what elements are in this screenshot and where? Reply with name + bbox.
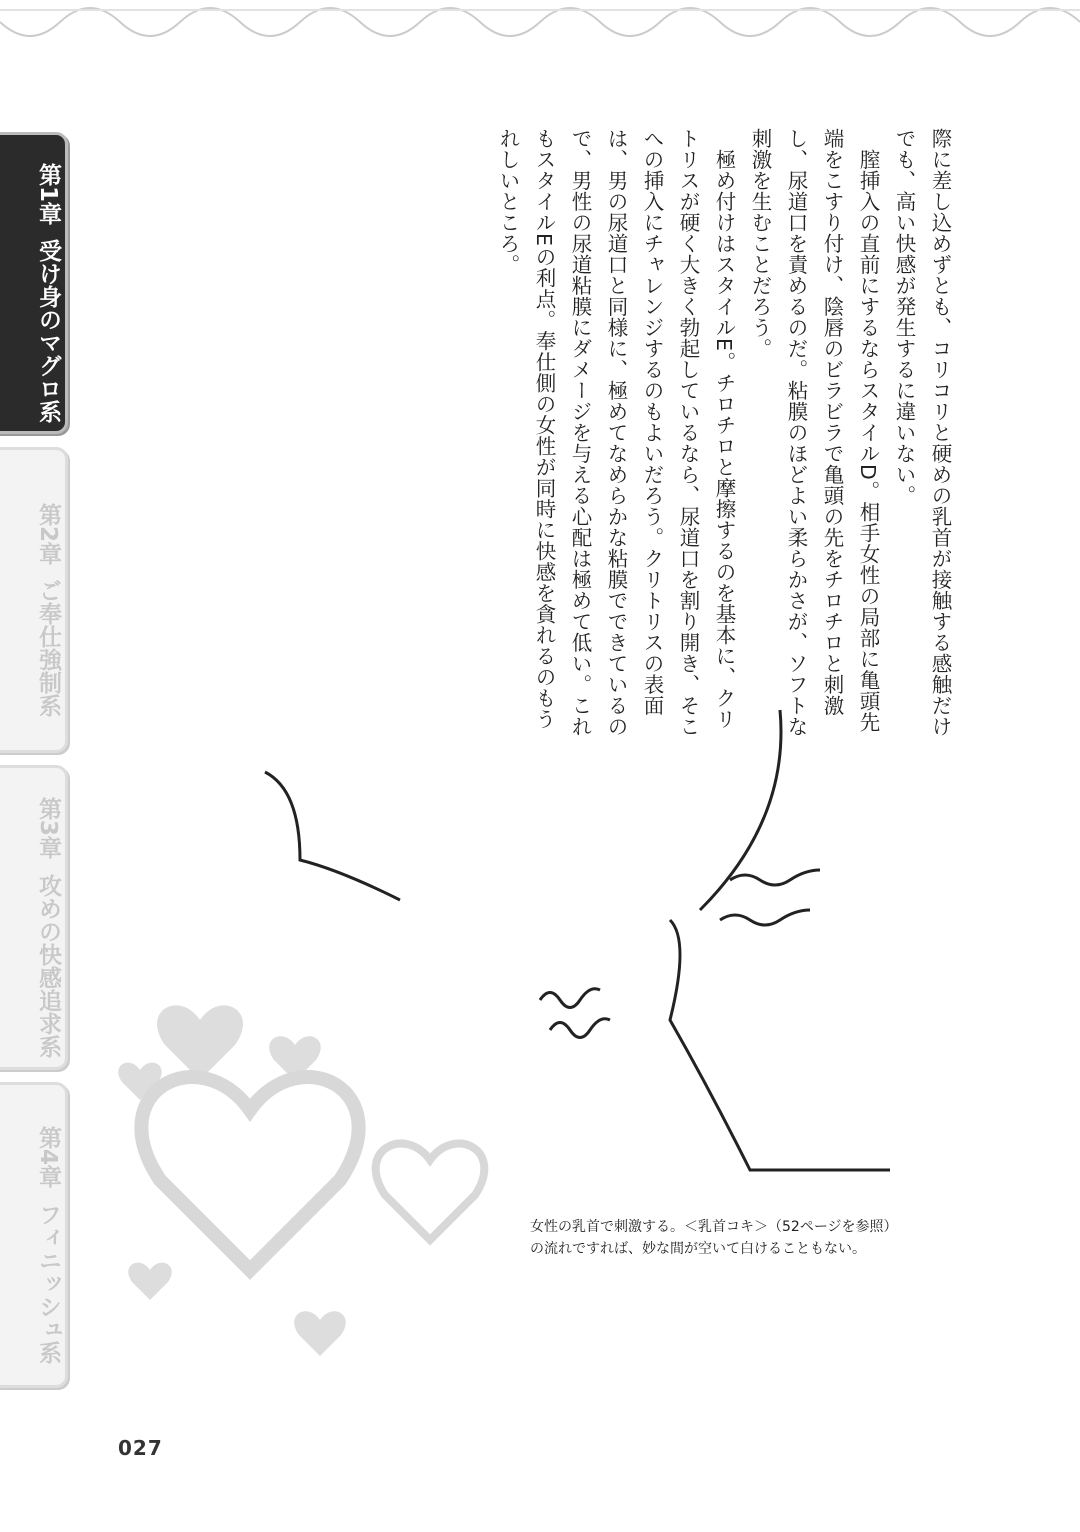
paragraph: 極め付けはスタイルE。チロチロと摩擦するのを基本に、クリトリスが硬く大きく勃起しているなら、尿道口を割り開き、そこへの挿入にチャレンジするのもよいだろう。クリトリスの表面は、男の尿道口と同様に、極めてなめらかな粘膜でできているので、男性の尿道粘膜にダメージを与える心配は極めて低い。これもスタイルEの利点。奉仕側の女性が同時に快感を貪れるのもうれしいところ。 [496,128,736,737]
chapter-title: ご奉仕強制系 [35,579,61,717]
chapter-title: フィニッシュ系 [35,1202,61,1364]
chapter-number: 第1章 [35,162,61,225]
caption-line: の流れですれば、妙な間が空いて白けることもない。 [530,1241,866,1257]
chapter-tab-4[interactable] [0,1082,68,1388]
chapter-tab-3[interactable] [0,765,68,1070]
caption-line: 女性の乳首で刺激する。＜乳首コキ＞（52ページを参照） [530,1219,898,1235]
figure-caption [530,1216,898,1260]
chapter-tab-1[interactable] [0,132,68,434]
decorative-lace-border [0,0,1080,70]
chapter-number: 第4章 [35,1126,61,1189]
chapter-number: 第2章 [35,502,61,565]
chapter-title: 受け身のマグロ系 [35,239,61,423]
chapter-number: 第3章 [35,797,61,860]
body-text [490,128,958,748]
page-number: 027 [118,1436,163,1460]
illustration [110,700,890,1360]
paragraph: 際に差し込めずとも、コリコリと硬めの乳首が接触する感触だけでも、高い快感が発生するに違いない。 [892,128,952,737]
paragraph: 膣挿入の直前にするならスタイルD。相手女性の局部に亀頭先端をこすり付け、陰唇のビラビラで亀頭の先をチロチロと刺激し、尿道口を責めるのだ。粘膜のほどよい柔らかさが、ソフトな刺激を生むことだろう。 [748,128,880,737]
chapter-title: 攻めの快感追求系 [35,873,61,1058]
chapter-tab-2[interactable] [0,447,68,753]
